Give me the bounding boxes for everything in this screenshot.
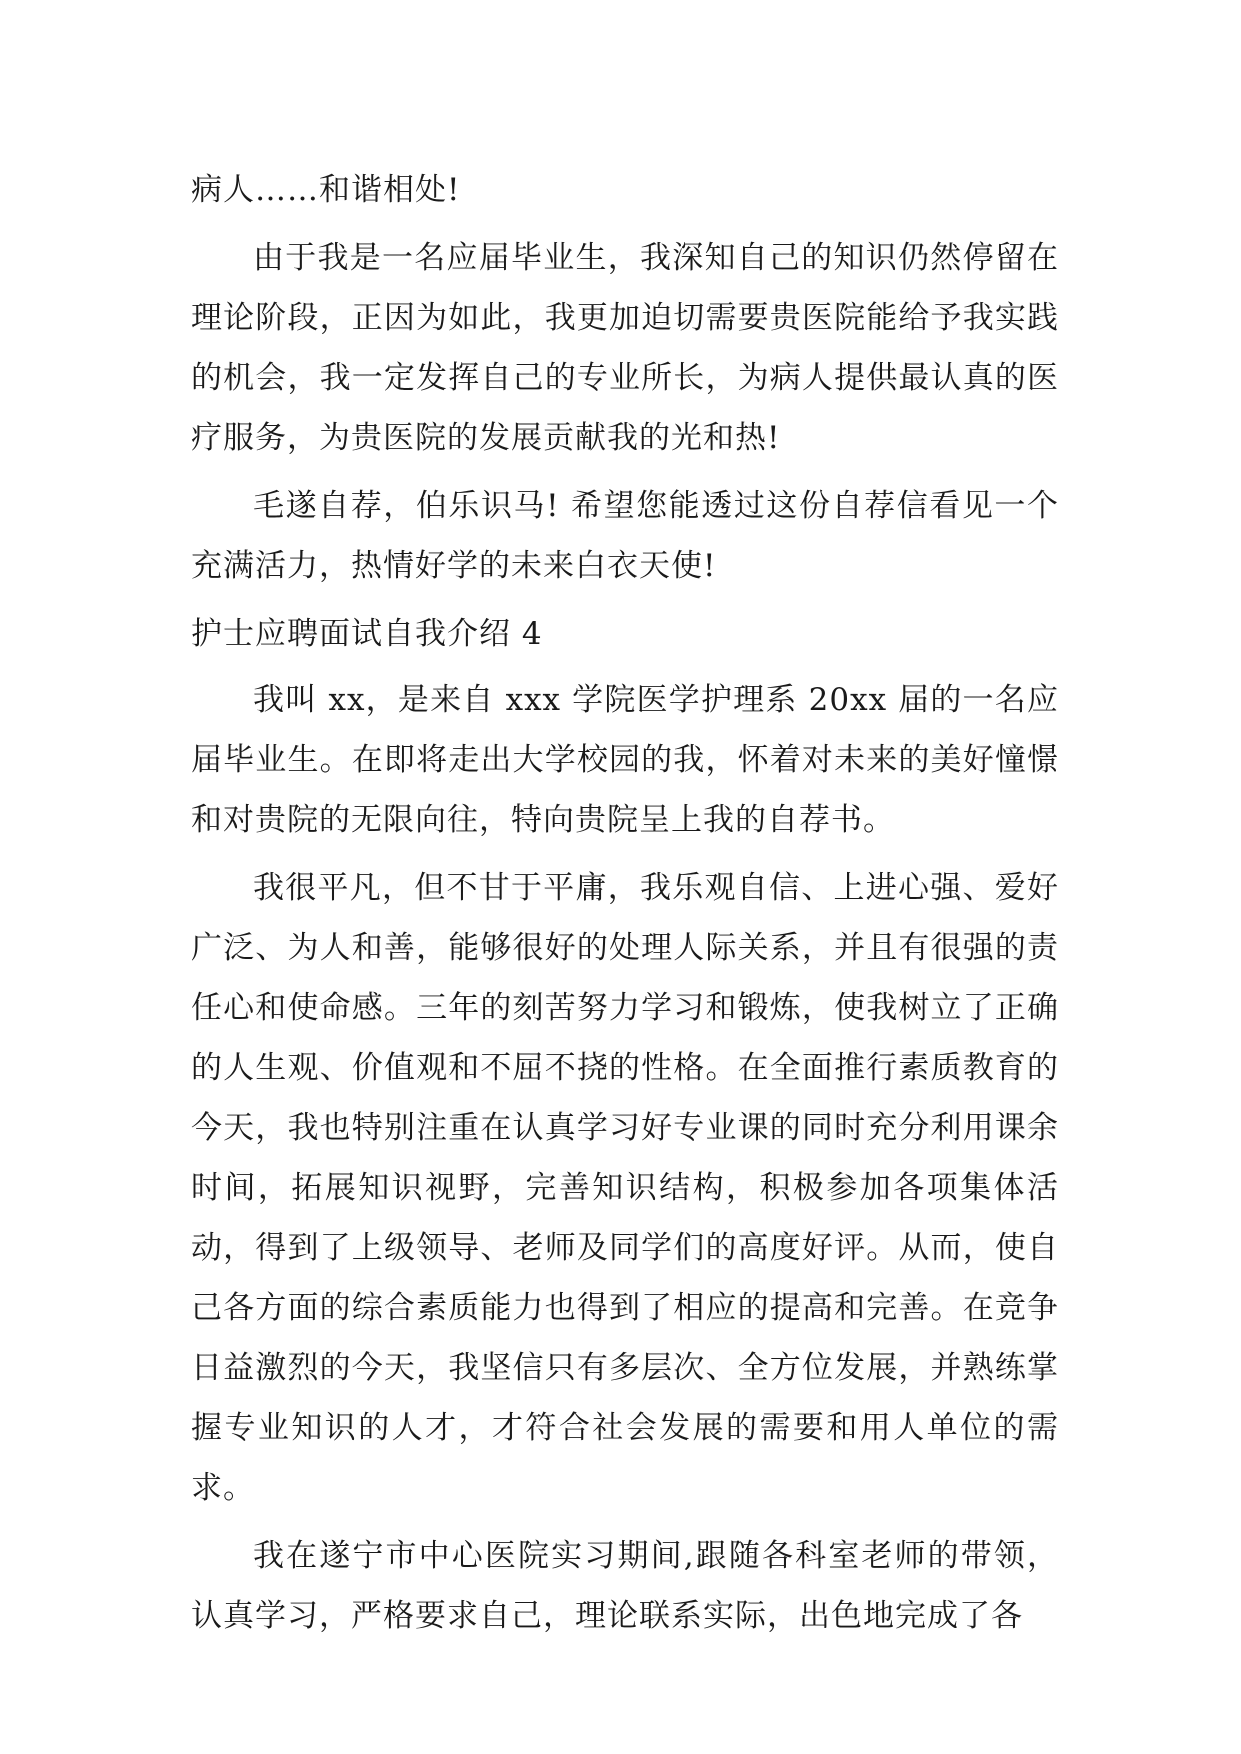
paragraph: 毛遂自荐，伯乐识马! 希望您能透过这份自荐信看见一个充满活力，热情好学的未来白衣天使! (191, 488, 1059, 584)
section-heading: 护士应聘面试自我介绍 4 (191, 616, 543, 652)
paragraph-continuation: 病人……和谐相处! (191, 172, 461, 208)
paragraph: 我叫 xx，是来自 xxx 学院医学护理系 20xx 届的一名应届毕业生。在即将走出大学校园的我，怀着对未来的美好憧憬和对贵院的无限向往，特向贵院呈上我的自荐书。 (191, 682, 1059, 838)
paragraph: 我在遂宁市中心医院实习期间,跟随各科室老师的带领，认真学习，严格要求自己，理论联系实际，出色地完成了各 (191, 1538, 1059, 1634)
paragraph: 由于我是一名应届毕业生，我深知自己的知识仍然停留在理论阶段，正因为如此，我更加迫切需要贵医院能给予我实践的机会，我一定发挥自己的专业所长，为病人提供最认真的医疗服务，为贵医院的发展贡献我的光和热! (191, 240, 1059, 456)
document-body (191, 160, 1059, 1654)
paragraph: 我很平凡，但不甘于平庸，我乐观自信、上进心强、爱好广泛、为人和善，能够很好的处理人际关系，并且有很强的责任心和使命感。三年的刻苦努力学习和锻炼，使我树立了正确的人生观、价值观和不屈不挠的性格。在全面推行素质教育的今天，我也特别注重在认真学习好专业课的同时充分利用课余时间，拓展知识视野，完善知识结构，积极参加各项集体活动，得到了上级领导、老师及同学们的高度好评。从而，使自己各方面的综合素质能力也得到了相应的提高和完善。在竞争日益激烈的今天，我坚信只有多层次、全方位发展，并熟练掌握专业知识的人才，才符合社会发展的需要和用人单位的需求。 (191, 870, 1059, 1506)
